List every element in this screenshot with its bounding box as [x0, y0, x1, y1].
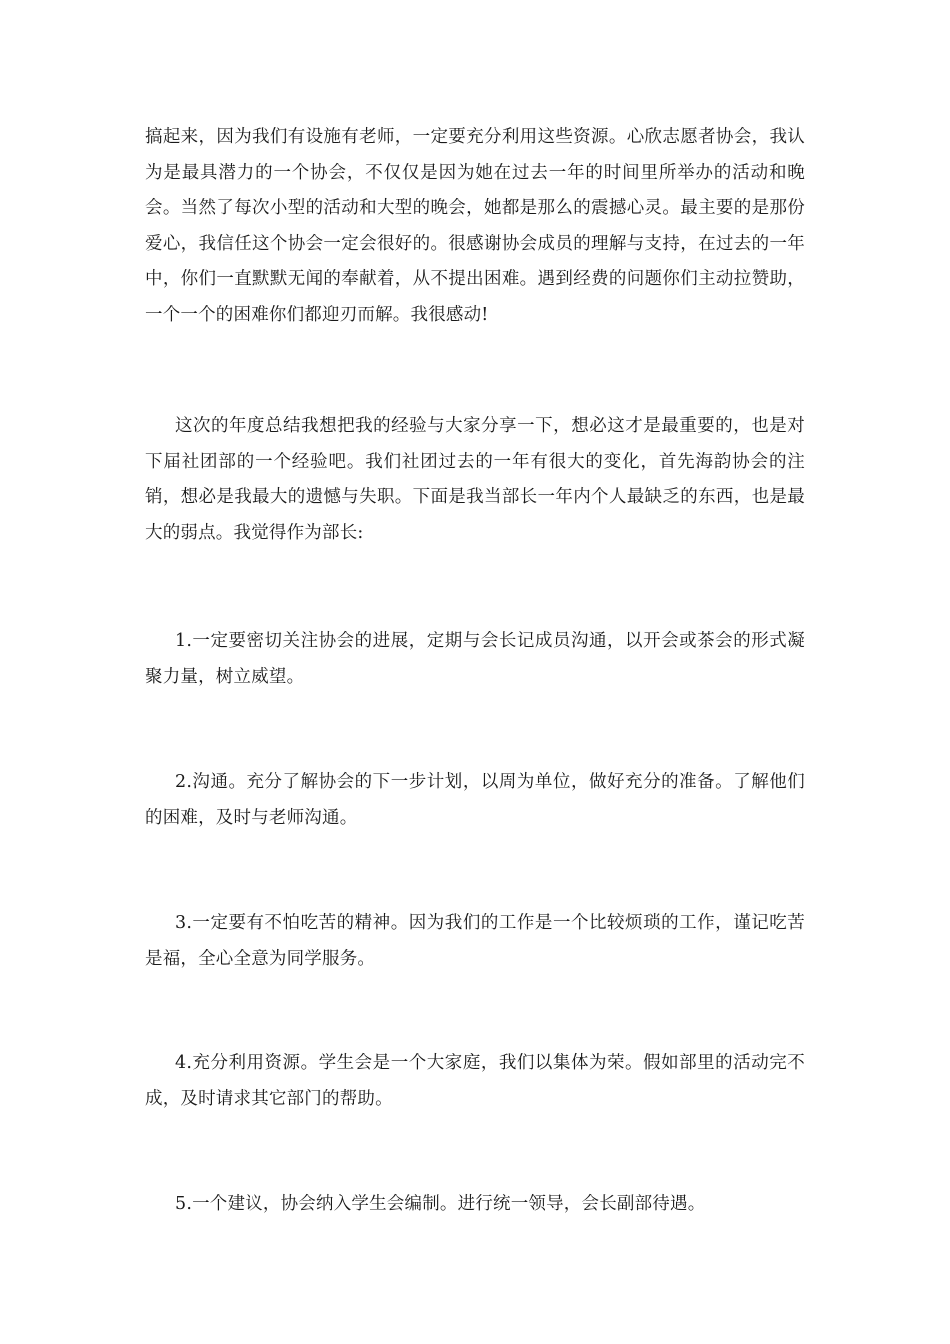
list-item-3: 3.一定要有不怕吃苦的精神。因为我们的工作是一个比较烦琐的工作，谨记吃苦是福，全心全意为同学服务。 [145, 913, 805, 969]
list-item-5: 5.一个建议，协会纳入学生会编制。进行统一领导，会长副部待遇。 [175, 1194, 706, 1214]
list-item-2: 2.沟通。充分了解协会的下一步计划，以周为单位，做好充分的准备。了解他们的困难，及时与老师沟通。 [145, 772, 805, 828]
list-item-4: 4.充分利用资源。学生会是一个大家庭，我们以集体为荣。假如部里的活动完不成，及时请求其它部门的帮助。 [145, 1053, 805, 1109]
paragraph-annual-summary: 这次的年度总结我想把我的经验与大家分享一下，想必这才是最重要的，也是对下届社团部的一个经验吧。我们社团过去的一年有很大的变化，首先海韵协会的注销，想必是我最大的遗憾与失职。下面是我当部长一年内个人最缺乏的东西，也是最大的弱点。我觉得作为部长: [145, 416, 805, 543]
list-item-1: 1.一定要密切关注协会的进展，定期与会长记成员沟通，以开会或茶会的形式凝聚力量，树立威望。 [145, 631, 805, 687]
paragraph-volunteer-association: 搞起来，因为我们有设施有老师，一定要充分利用这些资源。心欣志愿者协会，我认为是最具潜力的一个协会，不仅仅是因为她在过去一年的时间里所举办的活动和晚会。当然了每次小型的活动和大型的晚会，她都是那么的震撼心灵。最主要的是那份爱心，我信任这个协会一定会很好的。很感谢协会成员的理解与支持，在过去的一年中，你们一直默默无闻的奉献着，从不提出困难。遇到经费的问题你们主动拉赞助，一个一个的困难你们都迎刃而解。我很感动! [145, 127, 805, 325]
